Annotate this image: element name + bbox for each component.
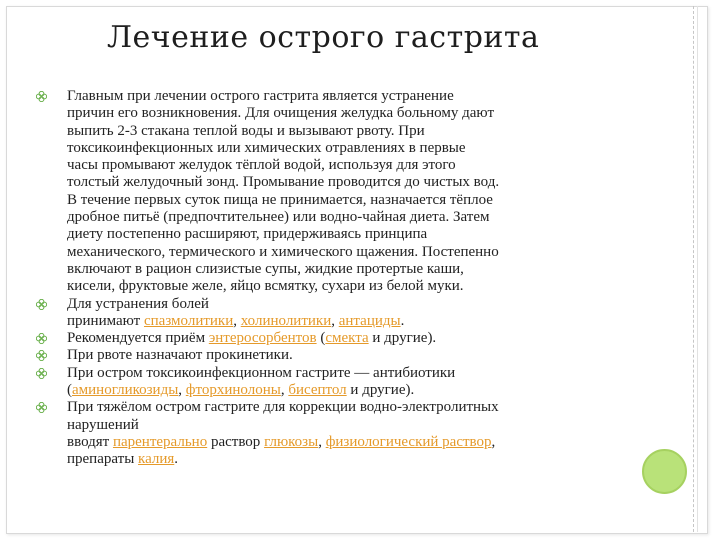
link-antacids[interactable]: антациды	[338, 312, 401, 329]
paragraph-line	[67, 330, 636, 347]
flower-bullet-icon	[36, 91, 47, 102]
text-run: ,	[280, 382, 289, 399]
link-fluoroquinolones[interactable]: фторхинолоны	[185, 382, 281, 399]
text-run: ,	[491, 433, 496, 450]
text-run: .	[400, 312, 405, 329]
paragraph-line: токсикоинфекционных или химических отравлениях в первые	[67, 139, 466, 156]
paragraph-line	[67, 451, 636, 468]
paragraph-line: часы промывают желудок тёплой водой, используя для этого	[67, 157, 456, 174]
decorative-green-circle	[642, 449, 687, 494]
list-item	[36, 88, 636, 296]
paragraph-line: При рвоте назначают прокинетики.	[67, 347, 293, 364]
link-aminoglycosides[interactable]: аминогликозиды	[72, 382, 179, 399]
paragraph-line	[67, 382, 636, 399]
list-item	[36, 296, 636, 331]
paragraph-line: механического, термического и химического щажения. Постепенно	[67, 243, 499, 260]
flower-bullet-icon	[36, 368, 47, 379]
slide-right-rule	[693, 6, 694, 532]
text-run: ,	[331, 312, 339, 329]
paragraph-line: В течение первых суток пища не принимается, назначается тёплое	[67, 191, 493, 208]
text-run: и другие).	[368, 330, 437, 347]
flower-bullet-icon	[36, 333, 47, 344]
paragraph-line: толстый желудочный зонд. Промывание проводится до чистых вод.	[67, 174, 500, 191]
text-run: Рекомендуется приём	[67, 330, 209, 347]
link-parenterally[interactable]: парентерально	[112, 433, 208, 450]
paragraph-line: выпить 2-3 стакана теплой воды и вызывают рвоту. При	[67, 122, 425, 139]
text-run: ,	[178, 382, 186, 399]
text-run: .	[174, 451, 179, 468]
paragraph-line	[67, 313, 636, 330]
text-run: ,	[318, 433, 326, 450]
list-item	[36, 347, 636, 364]
flower-bullet-icon	[36, 299, 47, 310]
paragraph-line: включают в рацион слизистые супы, жидкие протертые каши,	[67, 260, 464, 277]
text-run: препараты	[67, 451, 139, 468]
slide-title: Лечение острого гастрита	[107, 20, 540, 55]
link-cholinolytics[interactable]: холинолитики	[240, 312, 332, 329]
paragraph-line: нарушений	[67, 416, 139, 433]
paragraph-line: Для устранения болей	[67, 295, 209, 312]
text-run: вводят	[67, 433, 113, 450]
paragraph-line: кисели, фруктовые желе, яйцо всмятку, сухари из белой муки.	[67, 278, 464, 295]
text-run: (	[67, 382, 72, 399]
paragraph-line: диету постепенно расширяют, придерживаясь принципа	[67, 226, 428, 243]
link-spasmolytics[interactable]: спазмолитики	[143, 312, 234, 329]
link-saline-solution[interactable]: физиологический раствор	[325, 433, 492, 450]
list-item	[36, 365, 636, 400]
paragraph-line: причин его возникновения. Для очищения желудка больному дают	[67, 105, 494, 122]
link-smecta[interactable]: смекта	[325, 330, 369, 347]
text-run: раствор	[207, 433, 265, 450]
paragraph-line: При тяжёлом остром гастрите для коррекции водно-электролитных	[67, 399, 499, 416]
link-biseptol[interactable]: бисептол	[288, 382, 347, 399]
list-item	[36, 399, 636, 468]
link-potassium[interactable]: калия	[138, 451, 175, 468]
flower-bullet-icon	[36, 350, 47, 361]
link-enterosorbents[interactable]: энтеросорбентов	[208, 330, 317, 347]
paragraph-line: Главным при лечении острого гастрита является устранение	[67, 88, 454, 104]
paragraph-line: При остром токсикоинфекционном гастрите — антибиотики	[67, 364, 456, 381]
slide-right-rule-outer	[697, 6, 698, 532]
bullet-list	[36, 88, 636, 469]
paragraph-line: дробное питьё (предпочтительнее) или водно-чайная диета. Затем	[67, 209, 490, 226]
text-run: принимают	[67, 312, 144, 329]
link-glucose[interactable]: глюкозы	[264, 433, 319, 450]
paragraph-line	[67, 434, 636, 451]
text-run: (	[316, 330, 326, 347]
text-run: ,	[233, 312, 241, 329]
text-run: и другие).	[346, 382, 415, 399]
list-item	[36, 330, 636, 347]
flower-bullet-icon	[36, 402, 47, 413]
